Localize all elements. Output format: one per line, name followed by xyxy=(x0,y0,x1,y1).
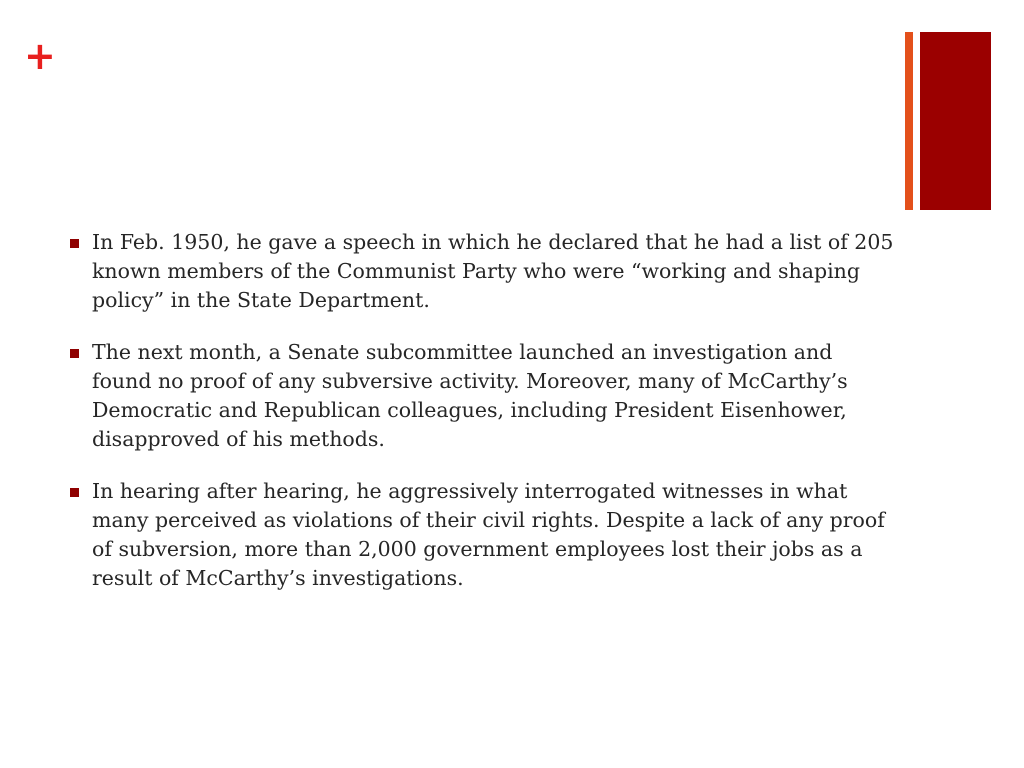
bullet-item xyxy=(68,338,898,454)
accent-bar-thick xyxy=(920,32,991,210)
bullet-item xyxy=(68,228,898,315)
bullet-item xyxy=(68,477,898,593)
square-bullet-icon xyxy=(70,239,79,248)
bullet-text: In hearing after hearing, he aggressively interrogated witnesses in what many perceived as violations of their civil rights. Despite a lack of any proof of subversion, more than 2,000 government employees lost their jobs as a result of McCarthy’s investigations. xyxy=(92,479,885,590)
bullet-text: The next month, a Senate subcommittee launched an investigation and found no proof of any subversive activity. Moreover, many of McCarthy’s Democratic and Republican colleagues, including President Eisenhower, disapproved of his methods. xyxy=(92,340,848,451)
bullet-list xyxy=(68,228,898,616)
plus-icon: + xyxy=(24,34,56,78)
square-bullet-icon xyxy=(70,349,79,358)
accent-bar-thin xyxy=(905,32,913,210)
bullet-text: In Feb. 1950, he gave a speech in which he declared that he had a list of 205 known members of the Communist Party who were “working and shaping policy” in the State Department. xyxy=(92,230,894,312)
square-bullet-icon xyxy=(70,488,79,497)
